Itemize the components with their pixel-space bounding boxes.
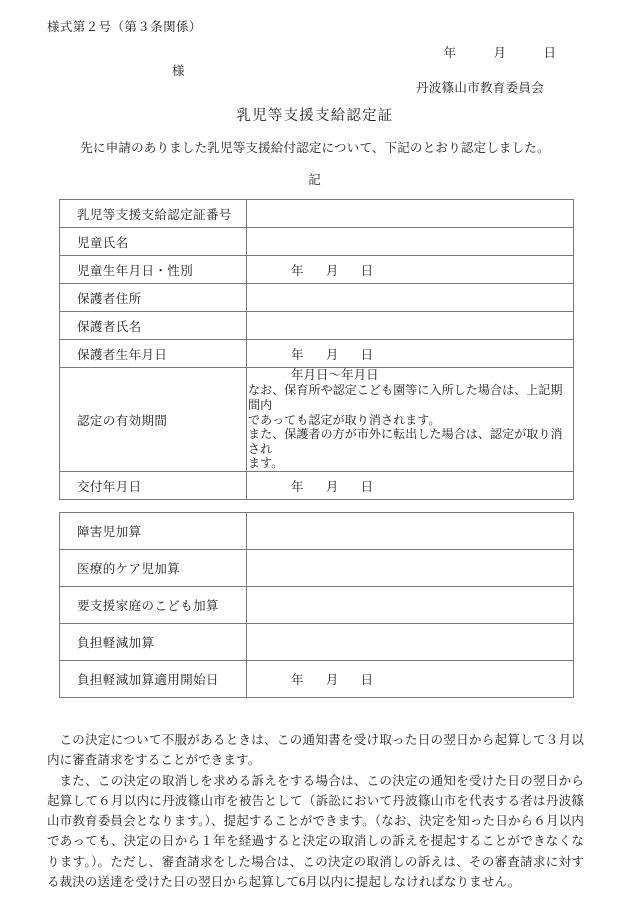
row-label: 乳児等支援支給認定証番号 — [60, 200, 247, 228]
row-label: 保護者生年月日 — [60, 340, 247, 368]
table-row — [60, 550, 574, 587]
additions-table — [59, 512, 574, 698]
row-label: 要支援家庭のこども加算 — [60, 587, 247, 624]
table-row — [60, 200, 574, 228]
row-label: 児童生年月日・性別 — [60, 256, 247, 284]
row-value[interactable] — [247, 472, 574, 500]
row-label: 障害児加算 — [60, 513, 247, 550]
table-row-validity-period — [60, 368, 574, 472]
date-placeholder: 年 月 日 — [291, 347, 374, 362]
row-value[interactable] — [247, 340, 574, 368]
row-value[interactable] — [247, 661, 574, 698]
appeal-paragraph-2: また、この決定の取消しを求める訴えをする場合は、この決定の通知を受けた日の翌日から起算して６月以内に丹波篠山市を被告として（訴訟において丹波篠山市を代表する者は丹波篠山市教育委員会となります。）、提起することができます。（なお、決定を知った日から６月以内であっても、決定の日から１年を経過すると決定の取消しの訴えを提起することができなくなります。）。ただし、審査請求をした場合は、この決定の取消しの訴えは、その審査請求に対する裁決の送達を受けた日の翌日から起算して6月以内に提起しなければなりません。 — [47, 773, 584, 889]
row-label: 負担軽減加算適用開始日 — [60, 661, 247, 698]
row-value[interactable] — [247, 256, 574, 284]
validity-period-value[interactable] — [247, 368, 574, 472]
row-value[interactable] — [247, 624, 574, 661]
table-row — [60, 513, 574, 550]
row-value[interactable] — [247, 228, 574, 256]
table-row — [60, 472, 574, 500]
lead-paragraph: 先に申請のありました乳児等支援給付認定について、下記のとおり認定しました。 — [80, 141, 550, 155]
period-note-line-4: ます。 — [248, 456, 284, 471]
row-label: 負担軽減加算 — [60, 624, 247, 661]
table-row — [60, 340, 574, 368]
row-value[interactable] — [247, 312, 574, 340]
date-placeholder: 年 月 日 — [291, 479, 374, 494]
period-note-line-1: なお、保育所や認定こども園等に入所した場合は、上記期間内 — [248, 383, 563, 412]
ki-marker: 記 — [308, 173, 322, 187]
appeal-notice — [47, 730, 584, 892]
row-value[interactable] — [247, 513, 574, 550]
row-label: 医療的ケア児加算 — [60, 550, 247, 587]
form-number: 様式第２号（第３条関係） — [47, 20, 202, 34]
period-range: 年月日〜年月日 — [291, 368, 379, 382]
row-value[interactable] — [247, 200, 574, 228]
table-row — [60, 228, 574, 256]
row-label: 認定の有効期間 — [60, 368, 247, 472]
table-row — [60, 284, 574, 312]
date-placeholder: 年 月 日 — [291, 263, 374, 278]
addressee-line: 様 — [172, 64, 185, 78]
row-label: 交付年月日 — [60, 472, 247, 500]
appeal-paragraph-1: この決定について不服があるときは、この通知書を受け取った日の翌日から起算して３月以内に審査請求をすることができます。 — [47, 733, 584, 768]
row-value[interactable] — [247, 587, 574, 624]
row-label: 保護者住所 — [60, 284, 247, 312]
date-placeholder: 年 月 日 — [291, 673, 374, 687]
certificate-main-table — [59, 199, 574, 500]
issuer-name: 丹波篠山市教育委員会 — [415, 81, 544, 95]
row-value[interactable] — [247, 550, 574, 587]
table-row — [60, 256, 574, 284]
table-row — [60, 624, 574, 661]
period-note-line-3: また、保護者の方が市外に転出した場合は、認定が取り消され — [248, 427, 563, 456]
row-value[interactable] — [247, 284, 574, 312]
row-label: 保護者氏名 — [60, 312, 247, 340]
page-title: 乳児等支援支給認定証 — [236, 108, 394, 124]
table-row — [60, 312, 574, 340]
period-note-line-2: であっても認定が取り消されます。 — [248, 412, 441, 427]
table-row — [60, 587, 574, 624]
table-row — [60, 661, 574, 698]
row-label: 児童氏名 — [60, 228, 247, 256]
issue-date-line: 年 月 日 — [443, 46, 556, 60]
